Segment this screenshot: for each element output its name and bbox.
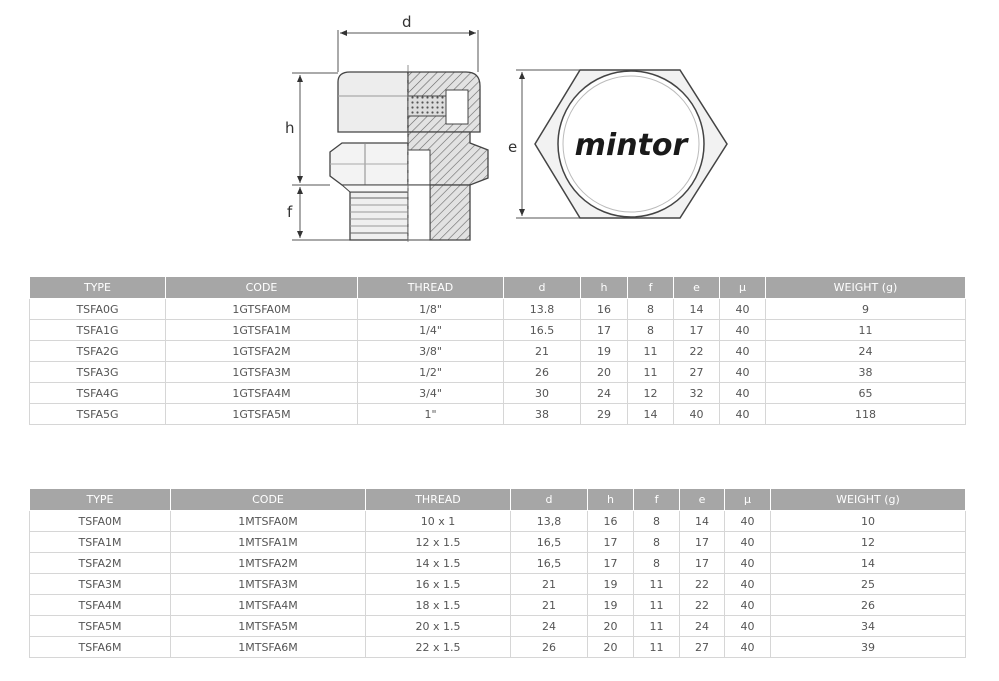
col-header-f: f [628,277,674,299]
cell-mu: 40 [725,532,771,553]
cell-weight: 34 [771,616,966,637]
cell-type: TSFA1G [30,320,166,341]
cell-code: 1MTSFA1M [171,532,366,553]
cell-mu: 40 [720,320,766,341]
cell-code: 1GTSFA3M [166,362,358,383]
cell-d: 38 [504,404,581,425]
table-header-row [30,489,966,511]
cell-e: 14 [674,299,720,320]
col-header-weight: WEIGHT (g) [771,489,966,511]
cell-weight: 118 [766,404,966,425]
cell-h: 24 [581,383,628,404]
cell-weight: 14 [771,553,966,574]
cell-code: 1GTSFA2M [166,341,358,362]
dim-h-label: h [285,119,295,137]
cell-weight: 11 [766,320,966,341]
cell-f: 8 [634,532,680,553]
cell-e: 17 [680,553,725,574]
cell-type: TSFA1M [30,532,171,553]
cell-thread: 1" [358,404,504,425]
cell-h: 19 [588,574,634,595]
cell-d: 26 [504,362,581,383]
cell-code: 1MTSFA3M [171,574,366,595]
technical-drawing [0,0,999,270]
cell-code: 1MTSFA5M [171,616,366,637]
cell-mu: 40 [720,362,766,383]
col-header-weight: WEIGHT (g) [766,277,966,299]
spec-table-bsp [29,276,966,425]
table-row [30,404,966,425]
col-header-code: CODE [166,277,358,299]
cell-weight: 25 [771,574,966,595]
table-header-row [30,277,966,299]
cell-type: TSFA2M [30,553,171,574]
cell-d: 30 [504,383,581,404]
cell-f: 8 [634,553,680,574]
cell-d: 13.8 [504,299,581,320]
cell-code: 1GTSFA0M [166,299,358,320]
dim-f-label: f [287,203,293,221]
cell-f: 11 [634,637,680,658]
cell-weight: 39 [771,637,966,658]
cell-mu: 40 [725,637,771,658]
col-header-type: TYPE [30,489,171,511]
col-header-d: d [511,489,588,511]
table-row [30,362,966,383]
cell-e: 22 [674,341,720,362]
col-header-mu: μ [720,277,766,299]
cell-code: 1MTSFA2M [171,553,366,574]
cell-e: 27 [680,637,725,658]
cell-e: 24 [680,616,725,637]
table-row [30,553,966,574]
cell-h: 20 [581,362,628,383]
col-header-thread: THREAD [358,277,504,299]
cell-h: 17 [581,320,628,341]
cell-f: 12 [628,383,674,404]
table-row [30,299,966,320]
cell-type: TSFA5M [30,616,171,637]
cell-h: 19 [588,595,634,616]
cell-mu: 40 [720,404,766,425]
cell-code: 1GTSFA4M [166,383,358,404]
col-header-code: CODE [171,489,366,511]
cell-type: TSFA3M [30,574,171,595]
cell-type: TSFA0G [30,299,166,320]
cell-type: TSFA5G [30,404,166,425]
table-row [30,511,966,532]
col-header-mu: μ [725,489,771,511]
cell-e: 27 [674,362,720,383]
cell-mu: 40 [725,511,771,532]
table-row [30,383,966,404]
cell-mu: 40 [725,616,771,637]
table-row [30,595,966,616]
cell-mu: 40 [720,341,766,362]
col-header-d: d [504,277,581,299]
spec-table-metric [29,488,966,658]
cell-thread: 1/2" [358,362,504,383]
cell-code: 1MTSFA6M [171,637,366,658]
cell-h: 17 [588,553,634,574]
cell-d: 21 [511,595,588,616]
cell-thread: 18 x 1.5 [366,595,511,616]
cell-mu: 40 [725,595,771,616]
cell-thread: 10 x 1 [366,511,511,532]
cell-h: 17 [588,532,634,553]
cell-weight: 12 [771,532,966,553]
cell-mu: 40 [720,383,766,404]
table-row [30,532,966,553]
cell-weight: 9 [766,299,966,320]
cell-code: 1MTSFA0M [171,511,366,532]
cell-h: 19 [581,341,628,362]
table-row [30,574,966,595]
cell-f: 11 [634,574,680,595]
mintor-logo: mintor [574,128,688,163]
col-header-e: e [680,489,725,511]
cell-f: 11 [628,341,674,362]
cell-f: 14 [628,404,674,425]
cell-d: 21 [511,574,588,595]
cell-weight: 10 [771,511,966,532]
cell-weight: 24 [766,341,966,362]
side-view [285,13,488,245]
cell-f: 8 [628,320,674,341]
cell-mu: 40 [725,553,771,574]
cell-d: 16,5 [511,532,588,553]
table-row [30,616,966,637]
cell-h: 29 [581,404,628,425]
cell-f: 11 [634,595,680,616]
cell-e: 22 [680,595,725,616]
cell-type: TSFA6M [30,637,171,658]
cell-d: 16,5 [511,553,588,574]
cell-mu: 40 [720,299,766,320]
cell-e: 22 [680,574,725,595]
cell-e: 40 [674,404,720,425]
cell-thread: 12 x 1.5 [366,532,511,553]
cell-h: 16 [588,511,634,532]
cell-weight: 26 [771,595,966,616]
cell-type: TSFA3G [30,362,166,383]
cell-type: TSFA0M [30,511,171,532]
cell-thread: 20 x 1.5 [366,616,511,637]
cell-f: 11 [634,616,680,637]
dim-d-label: d [402,13,412,31]
table-row [30,341,966,362]
cell-code: 1GTSFA1M [166,320,358,341]
cell-mu: 40 [725,574,771,595]
cell-thread: 1/4" [358,320,504,341]
cell-thread: 1/8" [358,299,504,320]
cell-d: 13,8 [511,511,588,532]
cell-h: 20 [588,616,634,637]
cell-d: 16.5 [504,320,581,341]
cell-f: 8 [634,511,680,532]
col-header-thread: THREAD [366,489,511,511]
cell-e: 14 [680,511,725,532]
table-row [30,320,966,341]
cell-thread: 3/4" [358,383,504,404]
cell-e: 17 [674,320,720,341]
cell-d: 21 [504,341,581,362]
cell-code: 1GTSFA5M [166,404,358,425]
cell-h: 20 [588,637,634,658]
col-header-h: h [588,489,634,511]
dim-e-label: e [508,138,518,156]
cell-weight: 38 [766,362,966,383]
cell-type: TSFA4M [30,595,171,616]
cell-type: TSFA2G [30,341,166,362]
cell-d: 26 [511,637,588,658]
col-header-e: e [674,277,720,299]
cell-weight: 65 [766,383,966,404]
cell-d: 24 [511,616,588,637]
table-row [30,637,966,658]
cell-f: 8 [628,299,674,320]
cell-type: TSFA4G [30,383,166,404]
cell-code: 1MTSFA4M [171,595,366,616]
col-header-f: f [634,489,680,511]
col-header-h: h [581,277,628,299]
cell-e: 17 [680,532,725,553]
cell-h: 16 [581,299,628,320]
cell-thread: 3/8" [358,341,504,362]
cell-thread: 22 x 1.5 [366,637,511,658]
top-view [508,70,727,218]
cell-e: 32 [674,383,720,404]
col-header-type: TYPE [30,277,166,299]
cell-f: 11 [628,362,674,383]
cell-thread: 16 x 1.5 [366,574,511,595]
cell-thread: 14 x 1.5 [366,553,511,574]
